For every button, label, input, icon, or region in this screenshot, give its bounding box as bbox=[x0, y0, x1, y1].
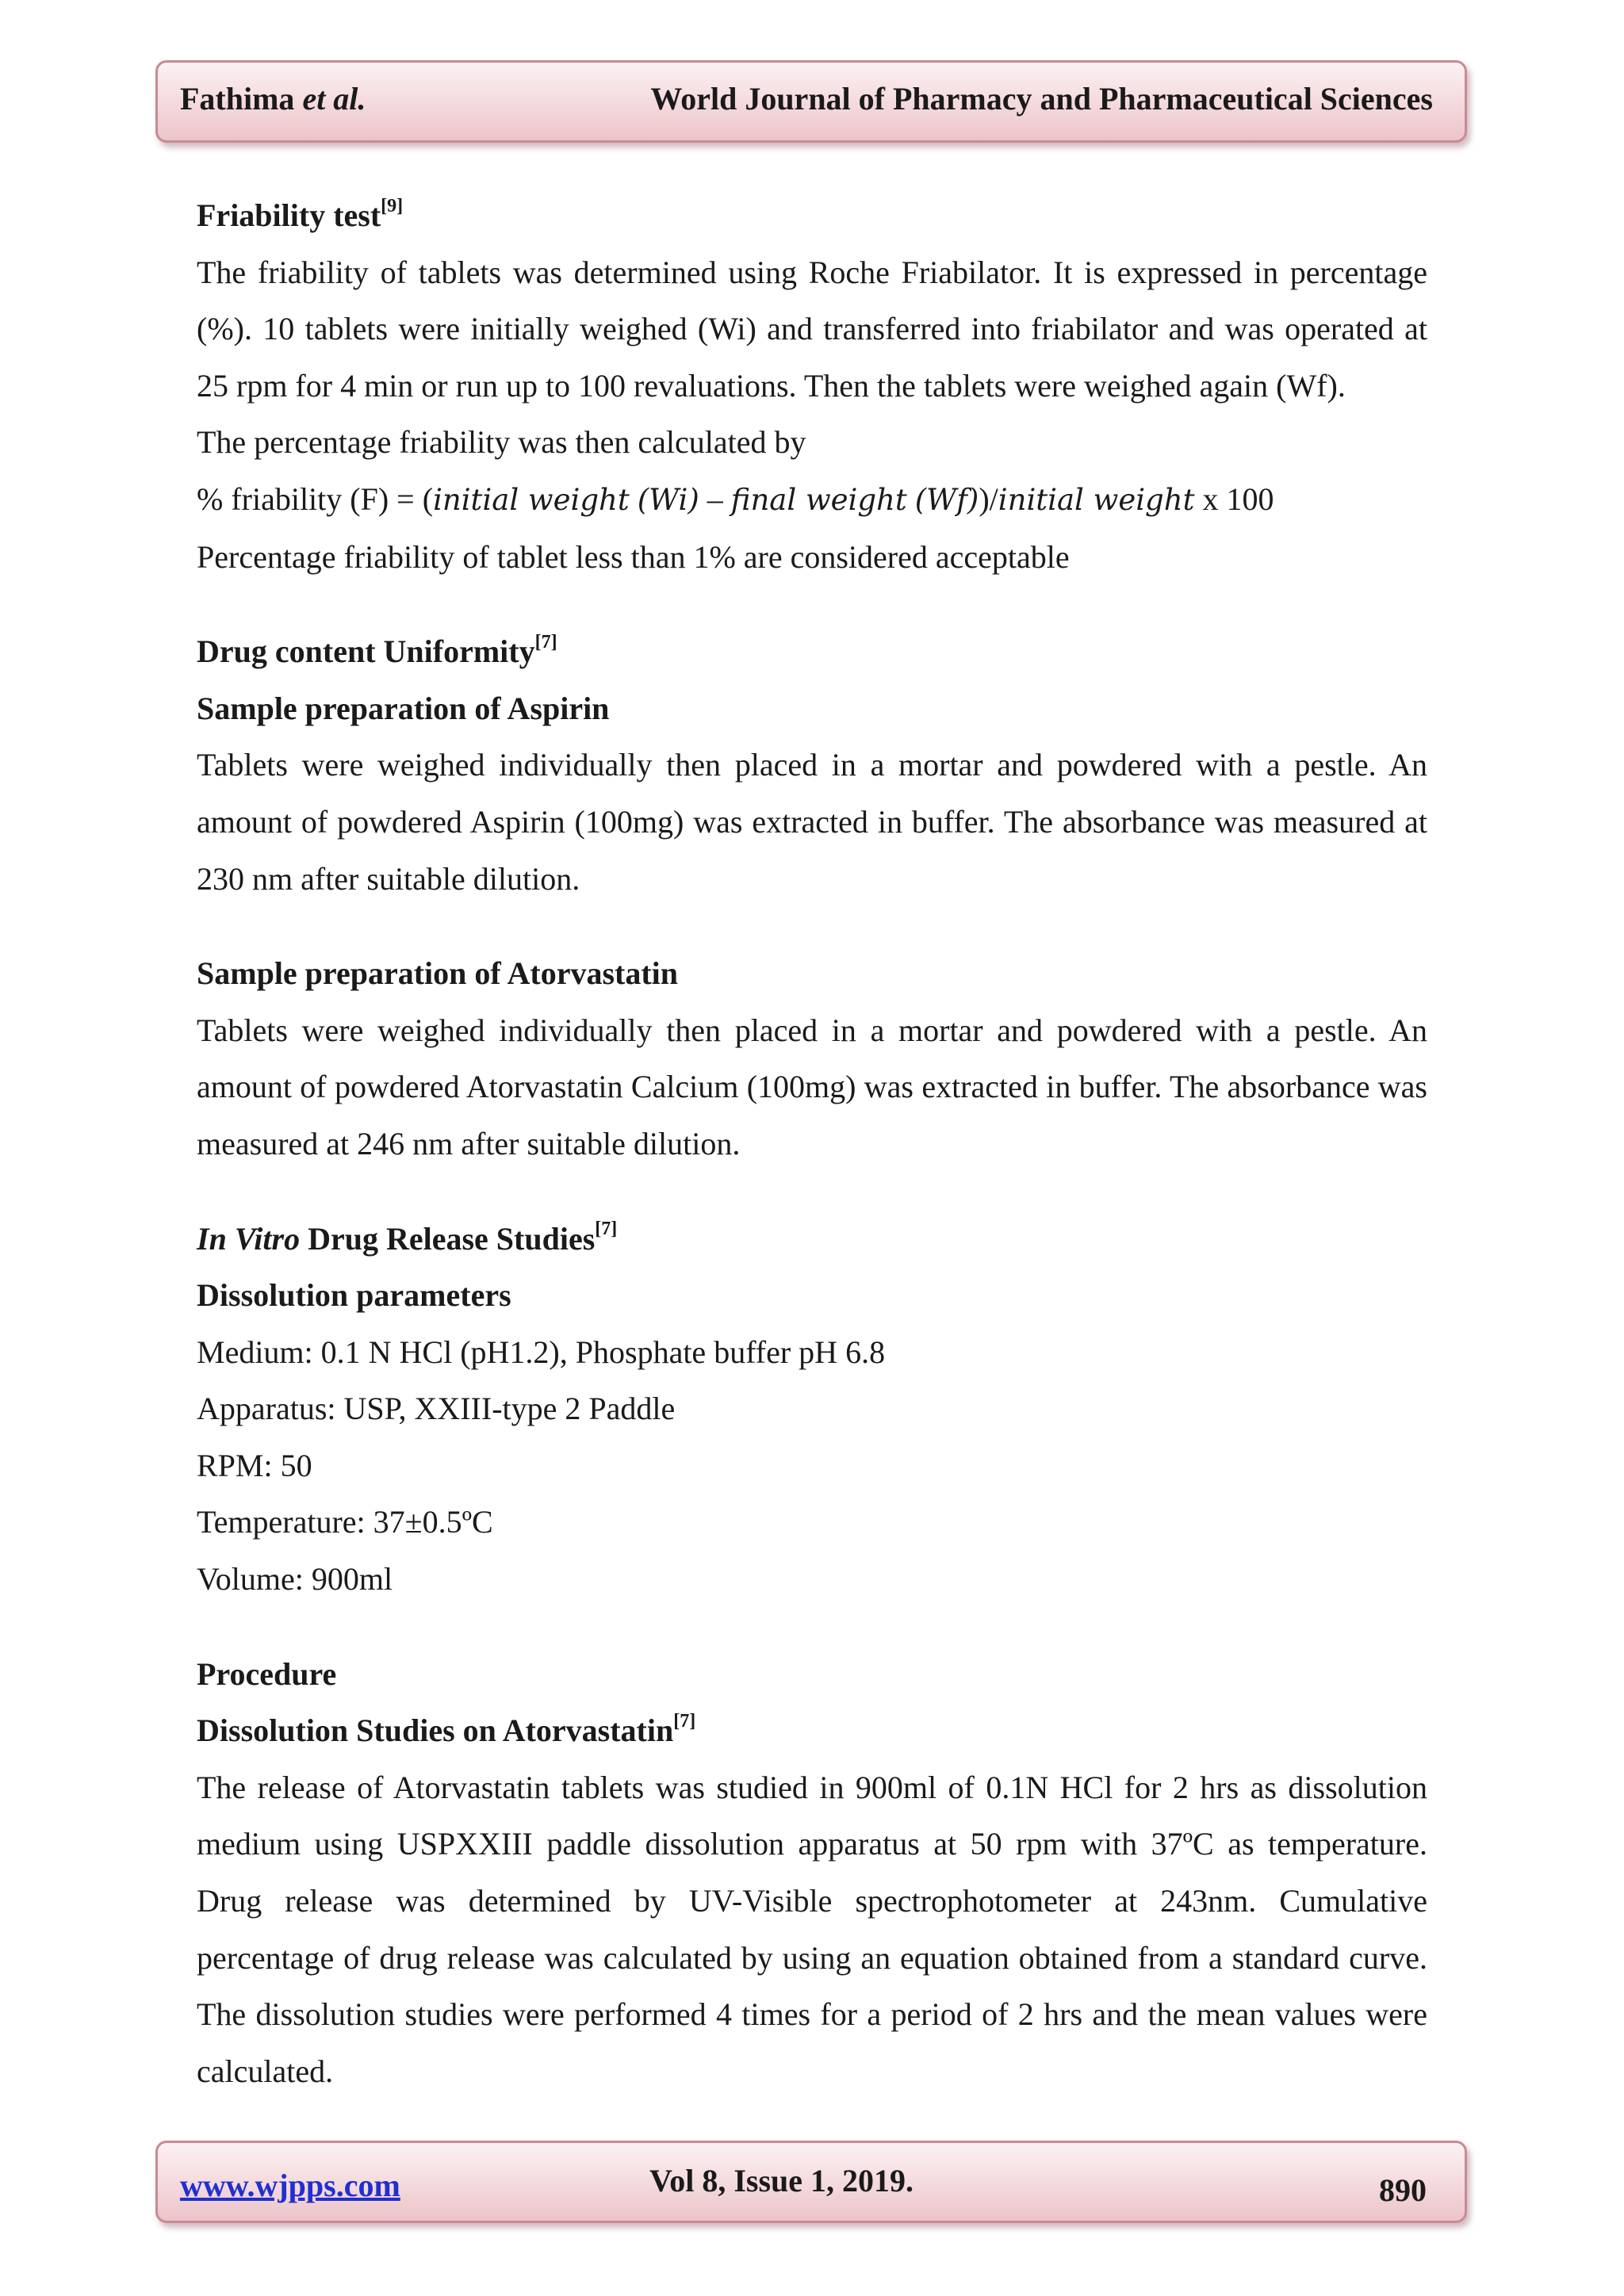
atorvastatin-subheading: Sample preparation of Atorvastatin bbox=[197, 955, 679, 992]
in-vitro-heading: In Vitro Drug Release Studies[7] bbox=[197, 1219, 618, 1257]
friability-paragraph: The friability of tablets was determined using Roche Friabilator. It is expressed in percentage (%). 10 tablets were initially weighed (Wi) and transferred into friabilator and was operated at 25 rpm for 4 min or run up to 100 revaluations. Then the tablets were weighed again (Wf). bbox=[197, 254, 1427, 404]
atorvastatin-dissolution-heading: Dissolution Studies on Atorvastatin[7] bbox=[197, 1710, 696, 1749]
aspirin-paragraph: Tablets were weighed individually then placed in a mortar and powdered with a pestle. An amount of powdered Aspirin (100mg) was extracted in buffer. The absorbance was measured at 230 nm after suitable dilution. bbox=[197, 747, 1427, 897]
friability-formula: % friability (F) = (initial weight (Wi) – final weight (Wf))/initial weight x 100 bbox=[197, 480, 1274, 517]
article-body bbox=[197, 187, 1427, 2099]
drug-content-ref[interactable]: [7] bbox=[534, 631, 557, 652]
friability-acceptance-note: Percentage friability of tablet less than 1% are considered acceptable bbox=[197, 538, 1070, 575]
friability-paragraph-2: The percentage friability was then calculated by bbox=[197, 424, 806, 461]
issue-info: Vol 8, Issue 1, 2019. bbox=[649, 2163, 914, 2198]
header-journal-title: World Journal of Pharmacy and Pharmaceutical Sciences bbox=[650, 81, 1433, 117]
header-author: Fathima et al. bbox=[180, 81, 366, 117]
website-link[interactable]: www.wjpps.com bbox=[180, 2168, 400, 2203]
friability-ref[interactable]: [9] bbox=[381, 195, 404, 216]
page-number: 890 bbox=[1379, 2172, 1427, 2208]
friability-heading: Friability test[9] bbox=[197, 195, 404, 233]
param-apparatus: Apparatus: USP, XXIII-type 2 Paddle bbox=[197, 1391, 676, 1427]
param-medium: Medium: 0.1 N HCl (pH1.2), Phosphate buffer pH 6.8 bbox=[197, 1334, 886, 1370]
running-footer bbox=[155, 2141, 1467, 2223]
aspirin-subheading: Sample preparation of Aspirin bbox=[197, 690, 610, 726]
running-header bbox=[155, 60, 1467, 143]
param-rpm: RPM: 50 bbox=[197, 1447, 312, 1483]
dissolution-parameters-heading: Dissolution parameters bbox=[197, 1277, 511, 1314]
drug-content-heading: Drug content Uniformity[7] bbox=[197, 631, 557, 670]
atorvastatin-paragraph: Tablets were weighed individually then placed in a mortar and powdered with a pestle. An amount of powdered Atorvastatin Calcium (100mg) was extracted in buffer. The absorbance was measured at 246 nm after suitable dilution. bbox=[197, 1012, 1427, 1161]
param-volume: Volume: 900ml bbox=[197, 1561, 393, 1598]
in-vitro-ref[interactable]: [7] bbox=[595, 1219, 618, 1240]
procedure-ref[interactable]: [7] bbox=[673, 1710, 696, 1732]
procedure-paragraph: The release of Atorvastatin tablets was studied in 900ml of 0.1N HCl for 2 hrs as dissolution medium using USPXXIII paddle dissolution apparatus at 50 rpm with 37ºC as temperature. Drug release was determined by UV-Visible spectrophotometer at 243nm. Cumulative percentage of drug release was calculated by using an equation obtained from a standard curve. The dissolution studies were performed 4 times for a period of 2 hrs and the mean values were calculated. bbox=[197, 1769, 1427, 2089]
procedure-heading: Procedure bbox=[197, 1655, 337, 1692]
param-temperature: Temperature: 37±0.5ºC bbox=[197, 1504, 493, 1540]
